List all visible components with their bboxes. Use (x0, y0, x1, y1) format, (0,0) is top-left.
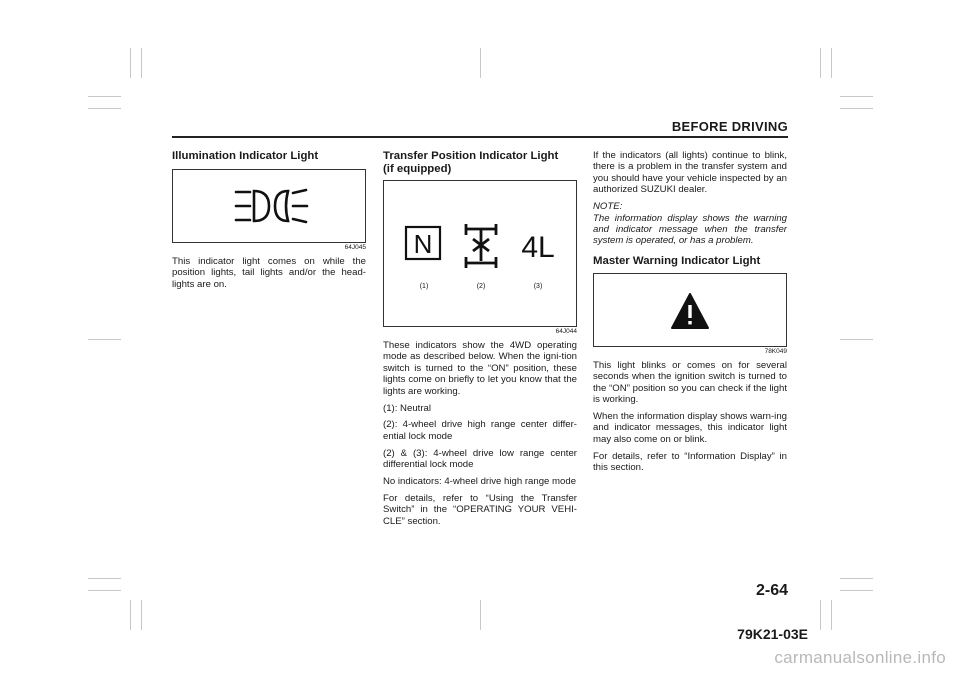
page-number: 2-64 (755, 582, 788, 599)
crop-mark (88, 590, 121, 591)
transfer-icons (384, 181, 576, 326)
crop-mark (840, 578, 873, 579)
warning-triangle-icon (594, 274, 786, 346)
master-figure-code: 78K049 (764, 347, 787, 355)
crop-mark (130, 600, 131, 630)
callout-2: (2) (476, 283, 486, 290)
transfer-figure-code: 64J044 (555, 328, 577, 335)
transfer-item-2: (2): 4-wheel drive high range center differ-ential lock mode (383, 419, 577, 442)
master-text-2: When the information display shows warn-ing and indicator messages, this indicator light may also come on or blink. (593, 410, 787, 445)
header-rule (172, 136, 788, 138)
transfer-heading (383, 150, 577, 176)
illumination-figure-code: 64J045 (344, 244, 366, 251)
blink-text: If the indicators (all lights) continue to blink, there is a problem in the transfer system and you should have your vehicle inspected by an authorized SUZUKI dealer. (593, 150, 787, 196)
section-title: BEFORE DRIVING (671, 119, 788, 134)
master-text-1: This light blinks or comes on for several seconds when the ignition switch is turned to the “ON” position so you can check if the light is working. (593, 359, 787, 405)
callout-1: (1) (419, 283, 429, 290)
column-2 (383, 150, 577, 533)
crop-mark (840, 590, 873, 591)
crop-mark (840, 108, 873, 109)
crop-mark (88, 578, 121, 579)
master-figure (593, 273, 787, 347)
crop-mark (130, 48, 131, 78)
crop-mark (840, 339, 873, 340)
center-diff-lock-icon (466, 224, 496, 268)
transfer-item-4: No indicators: 4-wheel drive high range mode (383, 476, 577, 488)
transfer-details: For details, refer to “Using the Transfer Switch” in the “OPERATING YOUR VEHI-CLE” section. (383, 492, 577, 527)
note-label: NOTE: (593, 201, 623, 213)
illumination-text: This indicator light comes on while the position lights, tail lights and/or the head-lights are on. (172, 256, 366, 290)
crop-mark (88, 108, 121, 109)
master-heading: Master Warning Indicator Light (593, 254, 761, 267)
illumination-figure (172, 169, 366, 243)
crop-mark (480, 48, 481, 78)
transfer-heading-line1: Transfer Position Indicator Light (383, 150, 559, 162)
crop-mark (831, 600, 832, 630)
crop-mark (141, 600, 142, 630)
crop-mark (820, 48, 821, 78)
transfer-item-3: (2) & (3): 4-wheel drive low range center differential lock mode (383, 447, 577, 471)
watermark: carmanualsonline.info (774, 648, 946, 667)
crop-mark (480, 600, 481, 630)
crop-mark (141, 48, 142, 78)
doc-code: 79K21-03E (737, 626, 808, 642)
column-1 (172, 150, 366, 296)
neutral-glyph: N (413, 229, 433, 259)
crop-mark (820, 600, 821, 630)
crop-mark (88, 339, 121, 340)
master-text-3: For details, refer to “Information Display” in this section. (593, 450, 787, 473)
transfer-intro: These indicators show the 4WD operating mode as described below. When the igni-tion switch is turned to the “ON” position, these lights come on briefly to let you know that the lights are working. (383, 340, 577, 397)
transfer-figure (383, 180, 577, 327)
headlight-icon (173, 170, 365, 242)
crop-mark (88, 96, 121, 97)
crop-mark (840, 96, 873, 97)
illumination-heading: Illumination Indicator Light (172, 150, 319, 162)
transfer-item-1: (1): Neutral (383, 402, 431, 414)
crop-mark (831, 48, 832, 78)
low-range-glyph: 4L (521, 231, 555, 264)
note-text: The information display shows the warning and indicator message when the transfer system is operated, or has a problem. (593, 212, 787, 247)
callout-3: (3) (533, 283, 543, 290)
column-3 (593, 150, 787, 479)
transfer-heading-line2: (if equipped) (383, 163, 452, 175)
